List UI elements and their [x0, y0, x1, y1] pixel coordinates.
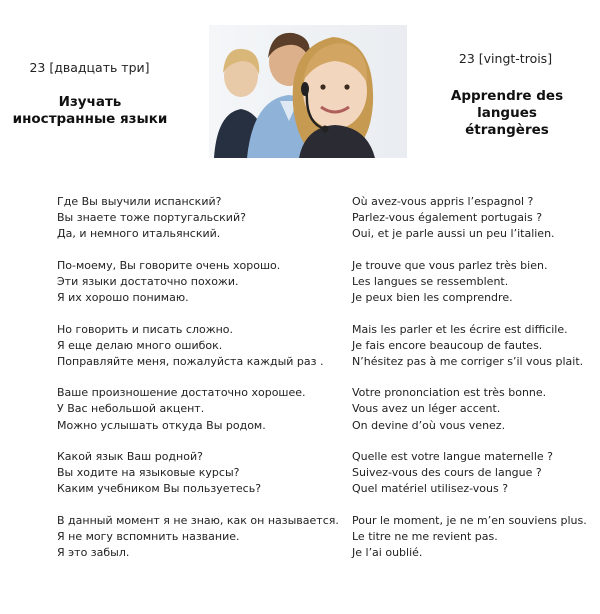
- phrase-fr: Où avez-vous appris l’espagnol ?: [352, 195, 534, 208]
- phrase-fr: On devine d’où vous venez.: [352, 418, 506, 432]
- phrase-ru: Вы знаете тоже португальский?: [57, 211, 246, 225]
- phrase-ru: Можно услышать откуда Вы родом.: [57, 418, 266, 432]
- phrase-ru: Но говорить и писать сложно.: [57, 322, 234, 336]
- phrase-ru: Я не могу вспомнить название.: [57, 530, 240, 543]
- phrase-ru: Вы ходите на языковые курсы?: [57, 466, 240, 480]
- lesson-number-fr: 23 [vingt-trois]: [458, 51, 553, 66]
- lesson-title-fr-line1: Apprendre des: [450, 88, 564, 104]
- phrase-fr: Mais les parler et les écrire est difficile.: [352, 322, 568, 336]
- phrase-fr: Parlez-vous également portugais ?: [352, 211, 543, 225]
- phrase-fr: N’hésitez pas à me corriger s’il vous plait.: [352, 354, 584, 368]
- lesson-title-fr-line3: étrangères: [465, 122, 549, 138]
- phrase-ru: Какой язык Ваш родной?: [57, 450, 203, 464]
- phrase-fr: Oui, et je parle aussi un peu l’italien.: [352, 227, 555, 241]
- phrase-group-fr: [352, 449, 597, 497]
- phrase-fr: Je peux bien les comprendre.: [352, 290, 513, 304]
- phrase-fr: Je trouve que vous parlez très bien.: [352, 258, 548, 272]
- lesson-title-fr-line2: langues: [477, 105, 537, 121]
- phrase-ru: Я это забыл.: [57, 546, 130, 560]
- lesson-title-ru-line2: иностранные языки: [12, 111, 168, 127]
- phrase-fr: Le titre ne me revient pas.: [352, 530, 498, 543]
- phrase-group-ru: [57, 449, 342, 497]
- phrase-group-fr: [352, 258, 597, 306]
- phrase-ru: Я их хорошо понимаю.: [57, 290, 189, 304]
- phrase-fr: Quelle est votre langue maternelle ?: [352, 450, 553, 464]
- phrase-ru: У Вас небольшой акцент.: [57, 402, 205, 416]
- phrase-group-fr: [352, 385, 597, 433]
- phrase-group-fr: [352, 513, 597, 561]
- phrase-fr: Je l’ai oublié.: [352, 546, 423, 560]
- phrase-group-fr: [352, 194, 597, 242]
- phrase-ru: Я еще делаю много ошибок.: [57, 338, 223, 352]
- phrase-ru: Каким учебником Вы пользуетесь?: [57, 482, 262, 496]
- russian-phrases-column: [57, 194, 342, 577]
- phrase-ru: Ваше произношение достаточно хорошее.: [57, 386, 306, 400]
- phrase-fr: Je fais encore beaucoup de fautes.: [352, 338, 543, 352]
- call-center-photo-illustration: [209, 25, 407, 158]
- phrase-group-ru: [57, 322, 342, 370]
- phrase-ru: Где Вы выучили испанский?: [57, 195, 222, 208]
- french-phrases-column: [352, 194, 597, 577]
- phrase-group-ru: [57, 385, 342, 433]
- lesson-title-ru-line1: Изучать: [58, 94, 122, 110]
- phrase-fr: Votre prononciation est très bonne.: [352, 386, 547, 400]
- phrase-ru: В данный момент я не знаю, как он называется.: [57, 513, 339, 527]
- lesson-number-ru: 23 [двадцать три]: [29, 60, 150, 75]
- lesson-title-fr: [445, 88, 569, 139]
- phrase-group-fr: [352, 322, 597, 370]
- phrase-group-ru: [57, 194, 342, 242]
- phrase-fr: Quel matériel utilisez-vous ?: [352, 482, 509, 496]
- call-center-photo: [209, 25, 407, 158]
- phrase-fr: Suivez-vous des cours de langue ?: [352, 466, 542, 480]
- phrase-fr: Les langues se ressemblent.: [352, 274, 509, 288]
- phrase-fr: Pour le moment, je ne m’en souviens plus.: [352, 513, 587, 527]
- phrase-ru: Поправляйте меня, пожалуйста каждый раз .: [57, 354, 324, 368]
- phrase-group-ru: [57, 513, 342, 561]
- phrase-ru: По-моему, Вы говорите очень хорошо.: [57, 258, 281, 272]
- phrase-fr: Vous avez un léger accent.: [352, 402, 501, 416]
- lesson-title-ru: [8, 94, 172, 128]
- phrase-ru: Эти языки достаточно похожи.: [57, 274, 239, 288]
- phrase-group-ru: [57, 258, 342, 306]
- phrase-ru: Да, и немного итальянский.: [57, 227, 221, 241]
